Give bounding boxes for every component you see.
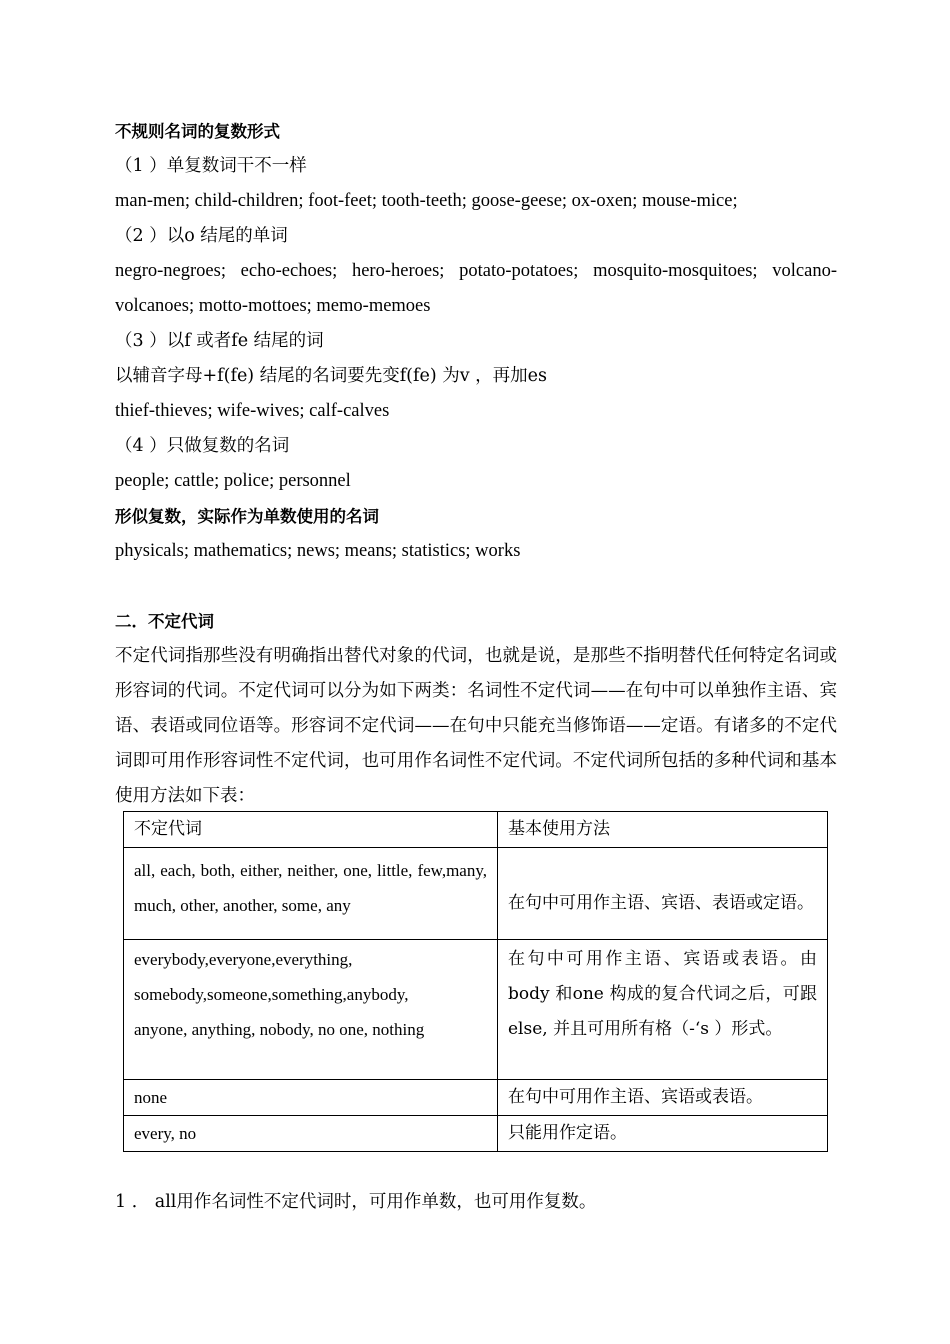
table-header-cell: 不定代词 — [124, 812, 498, 848]
pronoun-cell: every, no — [124, 1116, 498, 1152]
usage-cell: 在句中可用作主语、宾语或表语。 — [498, 1080, 828, 1116]
pronoun-line: somebody,someone,something,anybody, — [134, 985, 409, 1004]
example-line-2b: volcanoes; motto-mottoes; memo-memoes — [115, 296, 431, 316]
table-header-cell: 基本使用方法 — [498, 812, 828, 848]
heading-irregular-plurals: 不规则名词的复数形式 — [115, 122, 280, 141]
intro-paragraph: 不定代词指那些没有明确指出替代对象的代词，也就是说，是那些不指明替代任何特定名词或形容词的代词。不定代词可以分为如下两类：名词性不定代词——在句中可以单独作主语、宾语、表语或同位语等。形容词不定代词——在句中只能充当修饰语——定语。有诸多的不定代词即可用作形容词性不定代词，也可用作名词性不定代词。不定代词所包括的多种代词和基本使用方法如下表： — [115, 646, 837, 806]
example-line-2a: negro-negroes; echo-echoes; hero-heroes; potato-potatoes; mosquito-mosquitoes; volcano- — [115, 261, 837, 281]
pronoun-cell: all, each, both, either, neither, one, little, few,many, much, other, another, some, any — [124, 848, 498, 940]
table-row — [124, 1080, 828, 1116]
table-row — [124, 940, 828, 1080]
table-row — [124, 1116, 828, 1152]
usage-cell: 在句中可用作主语、宾语、表语或定语。 — [498, 848, 828, 940]
pronoun-line: anyone, anything, nobody, no one, nothing — [134, 1020, 425, 1039]
pronoun-table — [123, 811, 828, 1152]
table-row — [124, 848, 828, 940]
subheading-4: （4 ）只做复数的名词 — [115, 436, 290, 456]
heading-indefinite-pronouns: 二．不定代词 — [115, 612, 214, 631]
example-line-5: physicals; mathematics; news; means; statistics; works — [115, 541, 521, 561]
table-header-row — [124, 812, 828, 848]
usage-cell: 只能用作定语。 — [498, 1116, 828, 1152]
pronoun-cell: none — [124, 1080, 498, 1116]
document-body — [115, 114, 837, 814]
example-line-4: people; cattle; police; personnel — [115, 471, 351, 491]
subheading-2: （2 ）以o 结尾的单词 — [115, 226, 288, 246]
subheading-3: （3 ）以f 或者fe 结尾的词 — [115, 331, 324, 351]
pronoun-cell — [124, 940, 498, 1080]
rule-3: 以辅音字母+f(fe) 结尾的名词要先变f(fe) 为v ，再加es — [115, 366, 548, 386]
subheading-1: （1 ）单复数词干不一样 — [115, 156, 307, 176]
pronoun-line: everybody,everyone,everything, — [134, 950, 353, 969]
numbered-note-1: 1 ． all用作名词性不定代词时，可用作单数，也可用作复数。 — [115, 1192, 597, 1212]
example-line-3: thief-thieves; wife-wives; calf-calves — [115, 401, 390, 421]
heading-singular-usage: 形似复数，实际作为单数使用的名词 — [115, 507, 379, 526]
usage-cell: 在句中可用作主语、宾语或表语。由body 和one 构成的复合代词之后，可跟else, 并且可用所有格（-‘s ）形式。 — [498, 940, 828, 1080]
spacer — [115, 569, 837, 604]
example-line-1: man-men; child-children; foot-feet; tooth-teeth; goose-geese; ox-oxen; mouse-mice; — [115, 191, 738, 211]
